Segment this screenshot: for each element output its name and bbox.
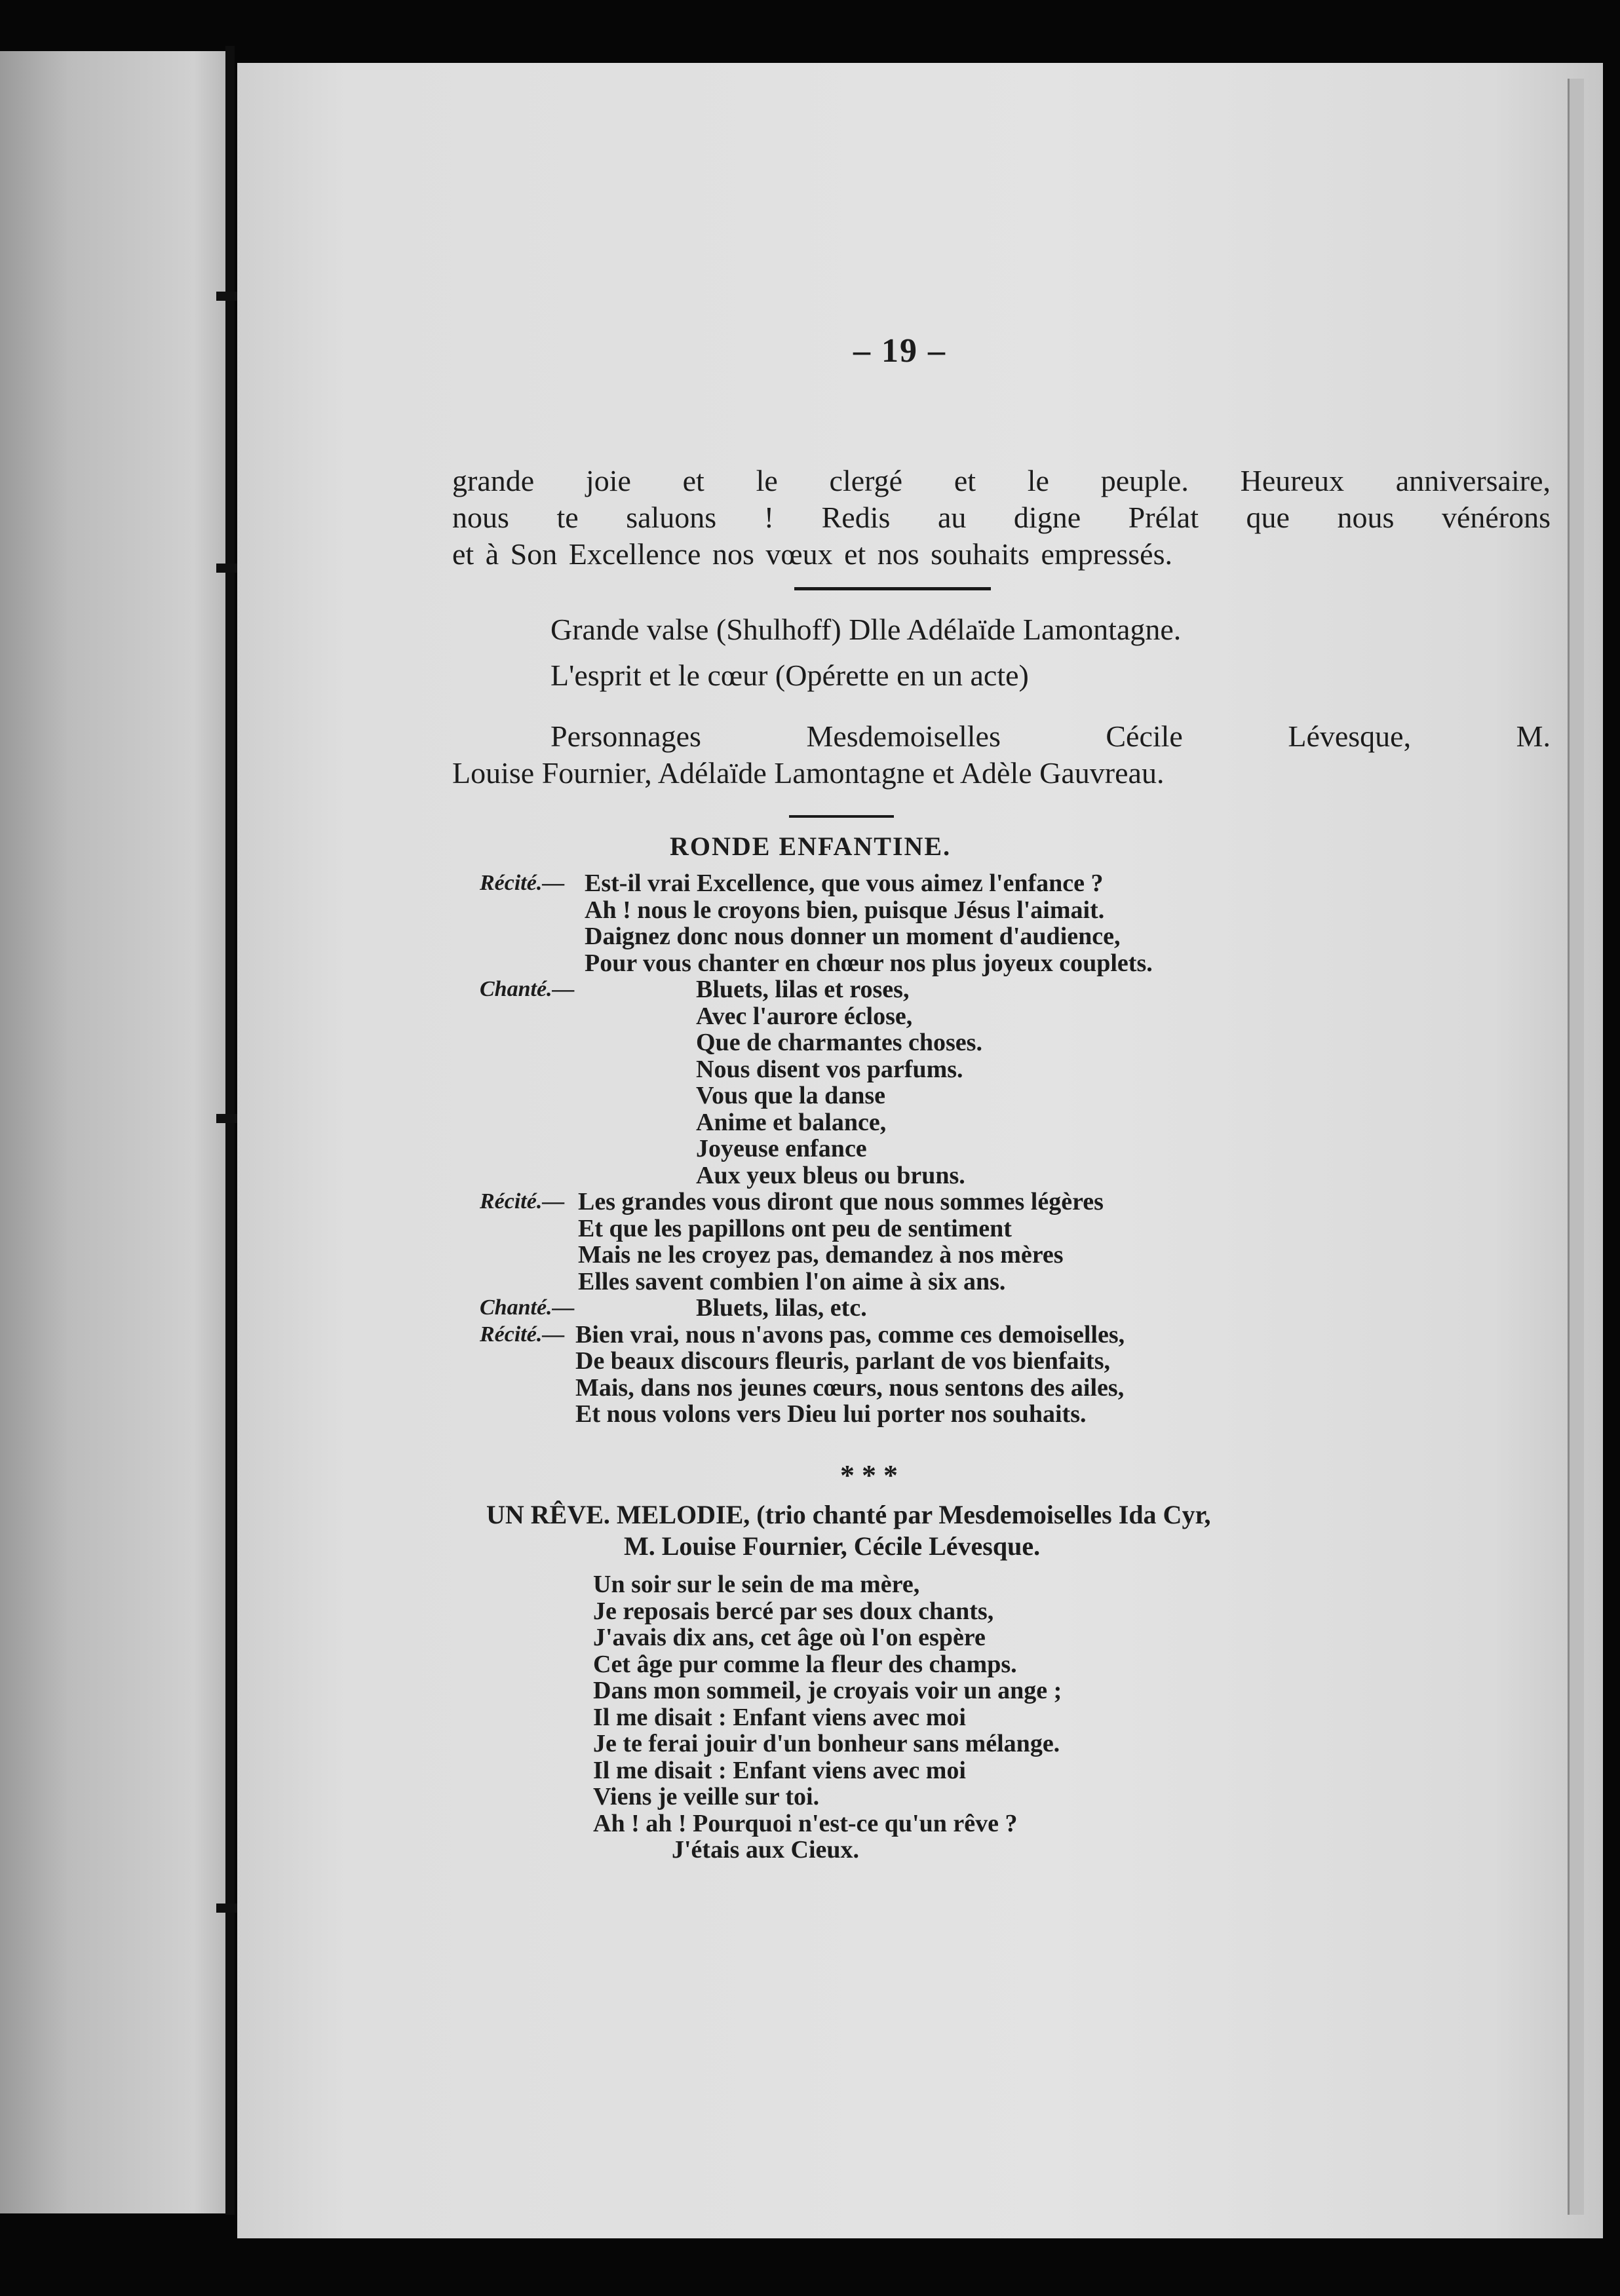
poem-text: Ah ! ah ! Pourquoi n'est-ce qu'un rêve ? [593,1809,1018,1837]
poem-line [593,1704,1543,1731]
poem-line [593,1731,1543,1757]
poem-text: Bluets, lilas et roses, [696,976,910,1003]
poem-text: Et nous volons vers Dieu lui porter nos souhaits. [575,1400,1087,1428]
poem-line [480,1029,1541,1056]
program-operette: L'esprit et le cœur (Opérette en un acte) [550,659,1029,692]
section-rule [789,815,894,818]
poem-text: Avec l'aurore éclose, [696,1002,913,1030]
page-content [237,63,1603,2238]
poem-text: Mais, dans nos jeunes cœurs, nous sentons des ailes, [575,1373,1125,1402]
poem-line [480,1269,1541,1295]
poem-text: De beaux discours fleuris, parlant de vos bienfaits, [575,1347,1110,1375]
program-block [550,607,1573,698]
poem-line [480,1162,1541,1189]
program-personnages [452,718,1551,792]
poem-text: Bien vrai, nous n'avons pas, comme ces demoiselles, [575,1320,1125,1349]
speaker-label: Chanté.— [480,977,575,1001]
poem-line [480,1056,1541,1083]
poem-text: Pour vous chanter en chœur nos plus joyeux couplets. [585,949,1153,977]
poem-line [480,1215,1541,1242]
ronde-title: RONDE ENFANTINE. [670,832,952,861]
poem-text: Aux yeux bleus ou bruns. [696,1161,965,1189]
speaker-label: Récité.— [480,1189,565,1214]
separator-stars: * * * [840,1459,898,1491]
book-spine [225,46,235,2215]
text-line: nous te saluons ! Redis au digne Prélat que nous vénérons [452,501,1551,534]
speaker-label: Récité.— [480,1322,565,1347]
text-line: et à Son Excellence nos vœux et nos souhaits empressés. [452,537,1172,571]
poem-text: J'étais aux Cieux. [672,1836,860,1864]
poem-line [480,1189,1541,1215]
left-page-edge [0,51,228,2213]
poem-text: Un soir sur le sein de ma mère, [593,1571,920,1598]
poem-line [480,1322,1541,1349]
poem-text: Et que les papillons ont peu de sentiment [578,1214,1012,1242]
poem-line [480,1109,1541,1136]
poem-line [593,1624,1543,1651]
page-number: – 19 – [853,332,946,370]
poem-text: Cet âge pur comme la fleur des champs. [593,1650,1017,1678]
poem-text: Dans mon sommeil, je croyais voir un ange ; [593,1677,1062,1704]
poem-line [480,1242,1541,1269]
poem-line [480,897,1541,924]
reve-poem [593,1571,1543,1864]
poem-text: Daignez donc nous donner un moment d'audience, [585,923,1121,950]
poem-line [480,1082,1541,1109]
poem-text: Les grandes vous diront que nous sommes légères [578,1188,1104,1215]
poem-text: Il me disait : Enfant viens avec moi [593,1703,966,1731]
poem-line [480,870,1541,897]
poem-line [480,976,1541,1003]
intro-paragraph [452,463,1551,573]
poem-line [593,1837,1543,1864]
speaker-label: Chanté.— [480,1295,575,1320]
poem-text: Je reposais bercé par ses doux chants, [593,1597,994,1625]
poem-line [480,1401,1541,1428]
text-line: grande joie et le clergé et le peuple. Heureux anniversaire, [452,464,1551,497]
poem-text: Que de charmantes choses. [696,1029,982,1056]
poem-line [480,1348,1541,1375]
poem-line [593,1571,1543,1598]
poem-line [593,1651,1543,1678]
poem-line [480,1003,1541,1030]
speaker-label: Récité.— [480,871,565,895]
ronde-poem [480,870,1541,1428]
reve-title-line: M. Louise Fournier, Cécile Lévesque. [624,1531,1041,1561]
poem-line [480,1136,1541,1162]
poem-text: Ah ! nous le croyons bien, puisque Jésus l'aimait. [585,896,1105,924]
poem-text: Joyeuse enfance [696,1135,867,1162]
poem-text: J'avais dix ans, cet âge où l'on espère [593,1624,986,1651]
poem-text: Nous disent vos parfums. [696,1055,963,1083]
poem-line [480,950,1541,977]
poem-line [480,1295,1541,1322]
poem-line [593,1757,1543,1784]
poem-line [593,1784,1543,1810]
section-rule [794,587,991,590]
reve-title [486,1499,1548,1562]
poem-text: Est-il vrai Excellence, que vous aimez l'enfance ? [585,870,1104,897]
document-page [237,63,1603,2238]
poem-line [593,1810,1543,1837]
program-valse: Grande valse (Shulhoff) Dlle Adélaïde Lamontagne. [550,613,1182,646]
text-line: Personnages Mesdemoiselles Cécile Lévesque, M. [550,719,1551,753]
poem-line [480,923,1541,950]
poem-line [593,1677,1543,1704]
poem-text: Il me disait : Enfant viens avec moi [593,1756,966,1784]
poem-text: Mais ne les croyez pas, demandez à nos mères [578,1241,1064,1269]
poem-text: Anime et balance, [696,1108,887,1136]
poem-line [480,1375,1541,1402]
poem-text: Je te ferai jouir d'un bonheur sans mélange. [593,1730,1060,1757]
reve-title-line: UN RÊVE. MELODIE, (trio chanté par Mesdemoiselles Ida Cyr, [486,1500,1211,1529]
poem-line [593,1598,1543,1625]
poem-text: Bluets, lilas, etc. [696,1294,867,1322]
poem-text: Elles savent combien l'on aime à six ans. [578,1267,1006,1295]
poem-text: Vous que la danse [696,1082,885,1109]
poem-text: Viens je veille sur toi. [593,1783,820,1810]
text-line: Louise Fournier, Adélaïde Lamontagne et Adèle Gauvreau. [452,756,1165,790]
